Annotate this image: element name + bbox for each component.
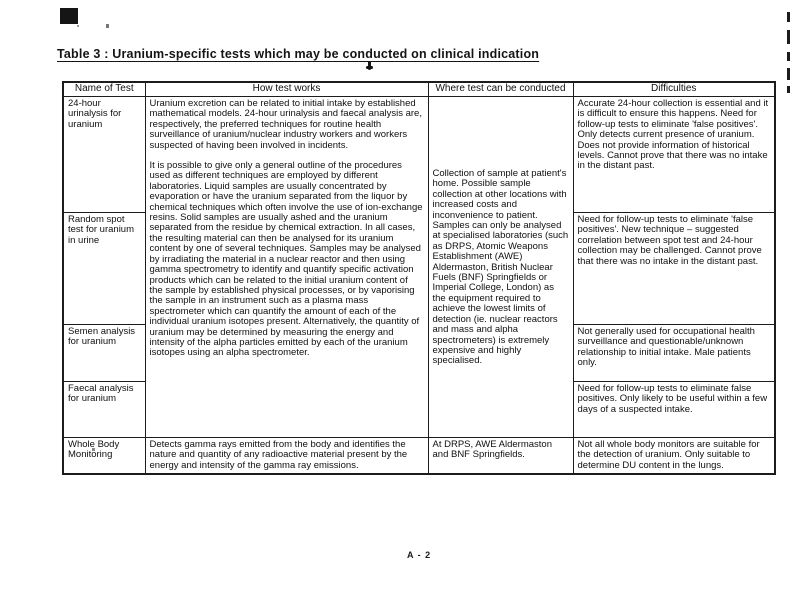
difficulties-random-spot: Need for follow-up tests to eliminate 'false positives'. New technique – suggested correlation between spot test and 24-hour collection may be challenged. Cannot prove that there was no intake in the distant past.	[573, 213, 775, 325]
uranium-tests-table	[62, 81, 776, 475]
where-whole-body-monitoring: At DRPS, AWE Aldermaston and BNF Springfields.	[428, 438, 573, 475]
scan-artifact-edge-dash	[787, 86, 790, 93]
test-name-whole-body-monitoring: Whole Body Monitoring	[63, 438, 145, 475]
how-test-works-paragraph-1: Uranium excretion can be related to initial intake by established mathematical models. 24-hour urinalysis and faecal analysis are, respectively, the preferred techniques for routine health surveillance of uranium/nuclear industry workers and workers suspected of having been involved in incidents.	[149, 98, 422, 151]
scan-artifact-edge-dash	[787, 12, 790, 22]
test-name-faecal-analysis: Faecal analysis for uranium	[63, 382, 145, 438]
scan-artifact-pen-mark	[366, 66, 373, 69]
column-header-name-of-test: Name of Test	[63, 82, 145, 97]
scan-artifact-edge-dash	[787, 52, 790, 61]
test-name-24-hour-urinalysis: 24-hour urinalysis for uranium	[63, 97, 145, 213]
scan-artifact-edge-dash	[787, 30, 790, 44]
table-row	[63, 97, 775, 213]
table-row	[63, 438, 775, 475]
test-name-semen-analysis: Semen analysis for uranium	[63, 325, 145, 382]
page-number: A - 2	[407, 550, 432, 560]
column-header-how-test-works: How test works	[145, 82, 428, 97]
how-whole-body-monitoring: Detects gamma rays emitted from the body and identifies the nature and quantity of any radioactive material present by the energy and intensity of the gamma ray emissions.	[145, 438, 428, 475]
test-name-random-spot: Random spot test for uranium in urine	[63, 213, 145, 325]
where-conducted-merged-cell: Collection of sample at patient's home. Possible sample collection at other locations with increased costs and inconvenience to patient. Samples can only be analysed at specialised laboratories (such as DRPS, Atomic Weapons Establishment (AWE) Aldermaston, British Nuclear Fuels (BNF) Springfields or Imperial College, London) as the equipment required to achieve the lowest limits of detection (ie. nuclear reactors and mass and alpha spectrometers) is extremely expensive and highly specialised.	[428, 97, 573, 438]
scan-artifact-edge-dash	[787, 68, 790, 80]
scan-artifact-speck	[106, 24, 109, 28]
difficulties-whole-body-monitoring: Not all whole body monitors are suitable for the detection of uranium. Only suitable to determine DU content in the lungs.	[573, 438, 775, 475]
difficulties-semen-analysis: Not generally used for occupational health surveillance and questionable/unknown relationship to initial intake. Male patients only.	[573, 325, 775, 382]
scan-artifact-speck	[77, 25, 79, 27]
column-header-difficulties: Difficulties	[573, 82, 775, 97]
page-title: Table 3 : Uranium-specific tests which may be conducted on clinical indication	[57, 47, 540, 61]
how-test-works-merged-cell	[145, 97, 428, 438]
column-header-where-conducted: Where test can be conducted	[428, 82, 573, 97]
scan-artifact-black-mark	[60, 8, 78, 24]
difficulties-faecal-analysis: Need for follow-up tests to eliminate false positives. Only likely to be useful within a few days of a suspected intake.	[573, 382, 775, 438]
table-header-row	[63, 82, 775, 97]
difficulties-24-hour-urinalysis: Accurate 24-hour collection is essential and it is difficult to ensure this happens. Need for follow-up tests to eliminate 'false positives'. Only detects current presence of uranium. Does not provide information of historical levels. Cannot prove that there was no intake in the distant past.	[573, 97, 775, 213]
how-test-works-paragraph-2: It is possible to give only a general outline of the procedures used as different techniques are employed by different laboratories. Liquid samples are usually concentrated by evaporation or have the uranium separated from the liquor by chemical techniques which often involve the use of ion-exchange resins. Solid samples are usually ashed and the uranium separated from the residue by chemical extraction. In all cases, the resulting material can then be analysed for its uranium content by one of several techniques. Samples may be analysed by irradiating the material in a nuclear reactor and then using gamma spectrometry to identify and quantify specific activation products which can be related to the initial uranium content of the sample by established physical processes, or by vaporising the sample in an instrument such as a plasma mass spectrometer which can quantify the amount of each of the individual uranium isotopes present. Alternatively, the quantity of uranium may be determined by measuring the energy and intensity of the alpha particles emitted by each of the uranium isotopes using an alpha spectrometer.	[149, 160, 423, 359]
